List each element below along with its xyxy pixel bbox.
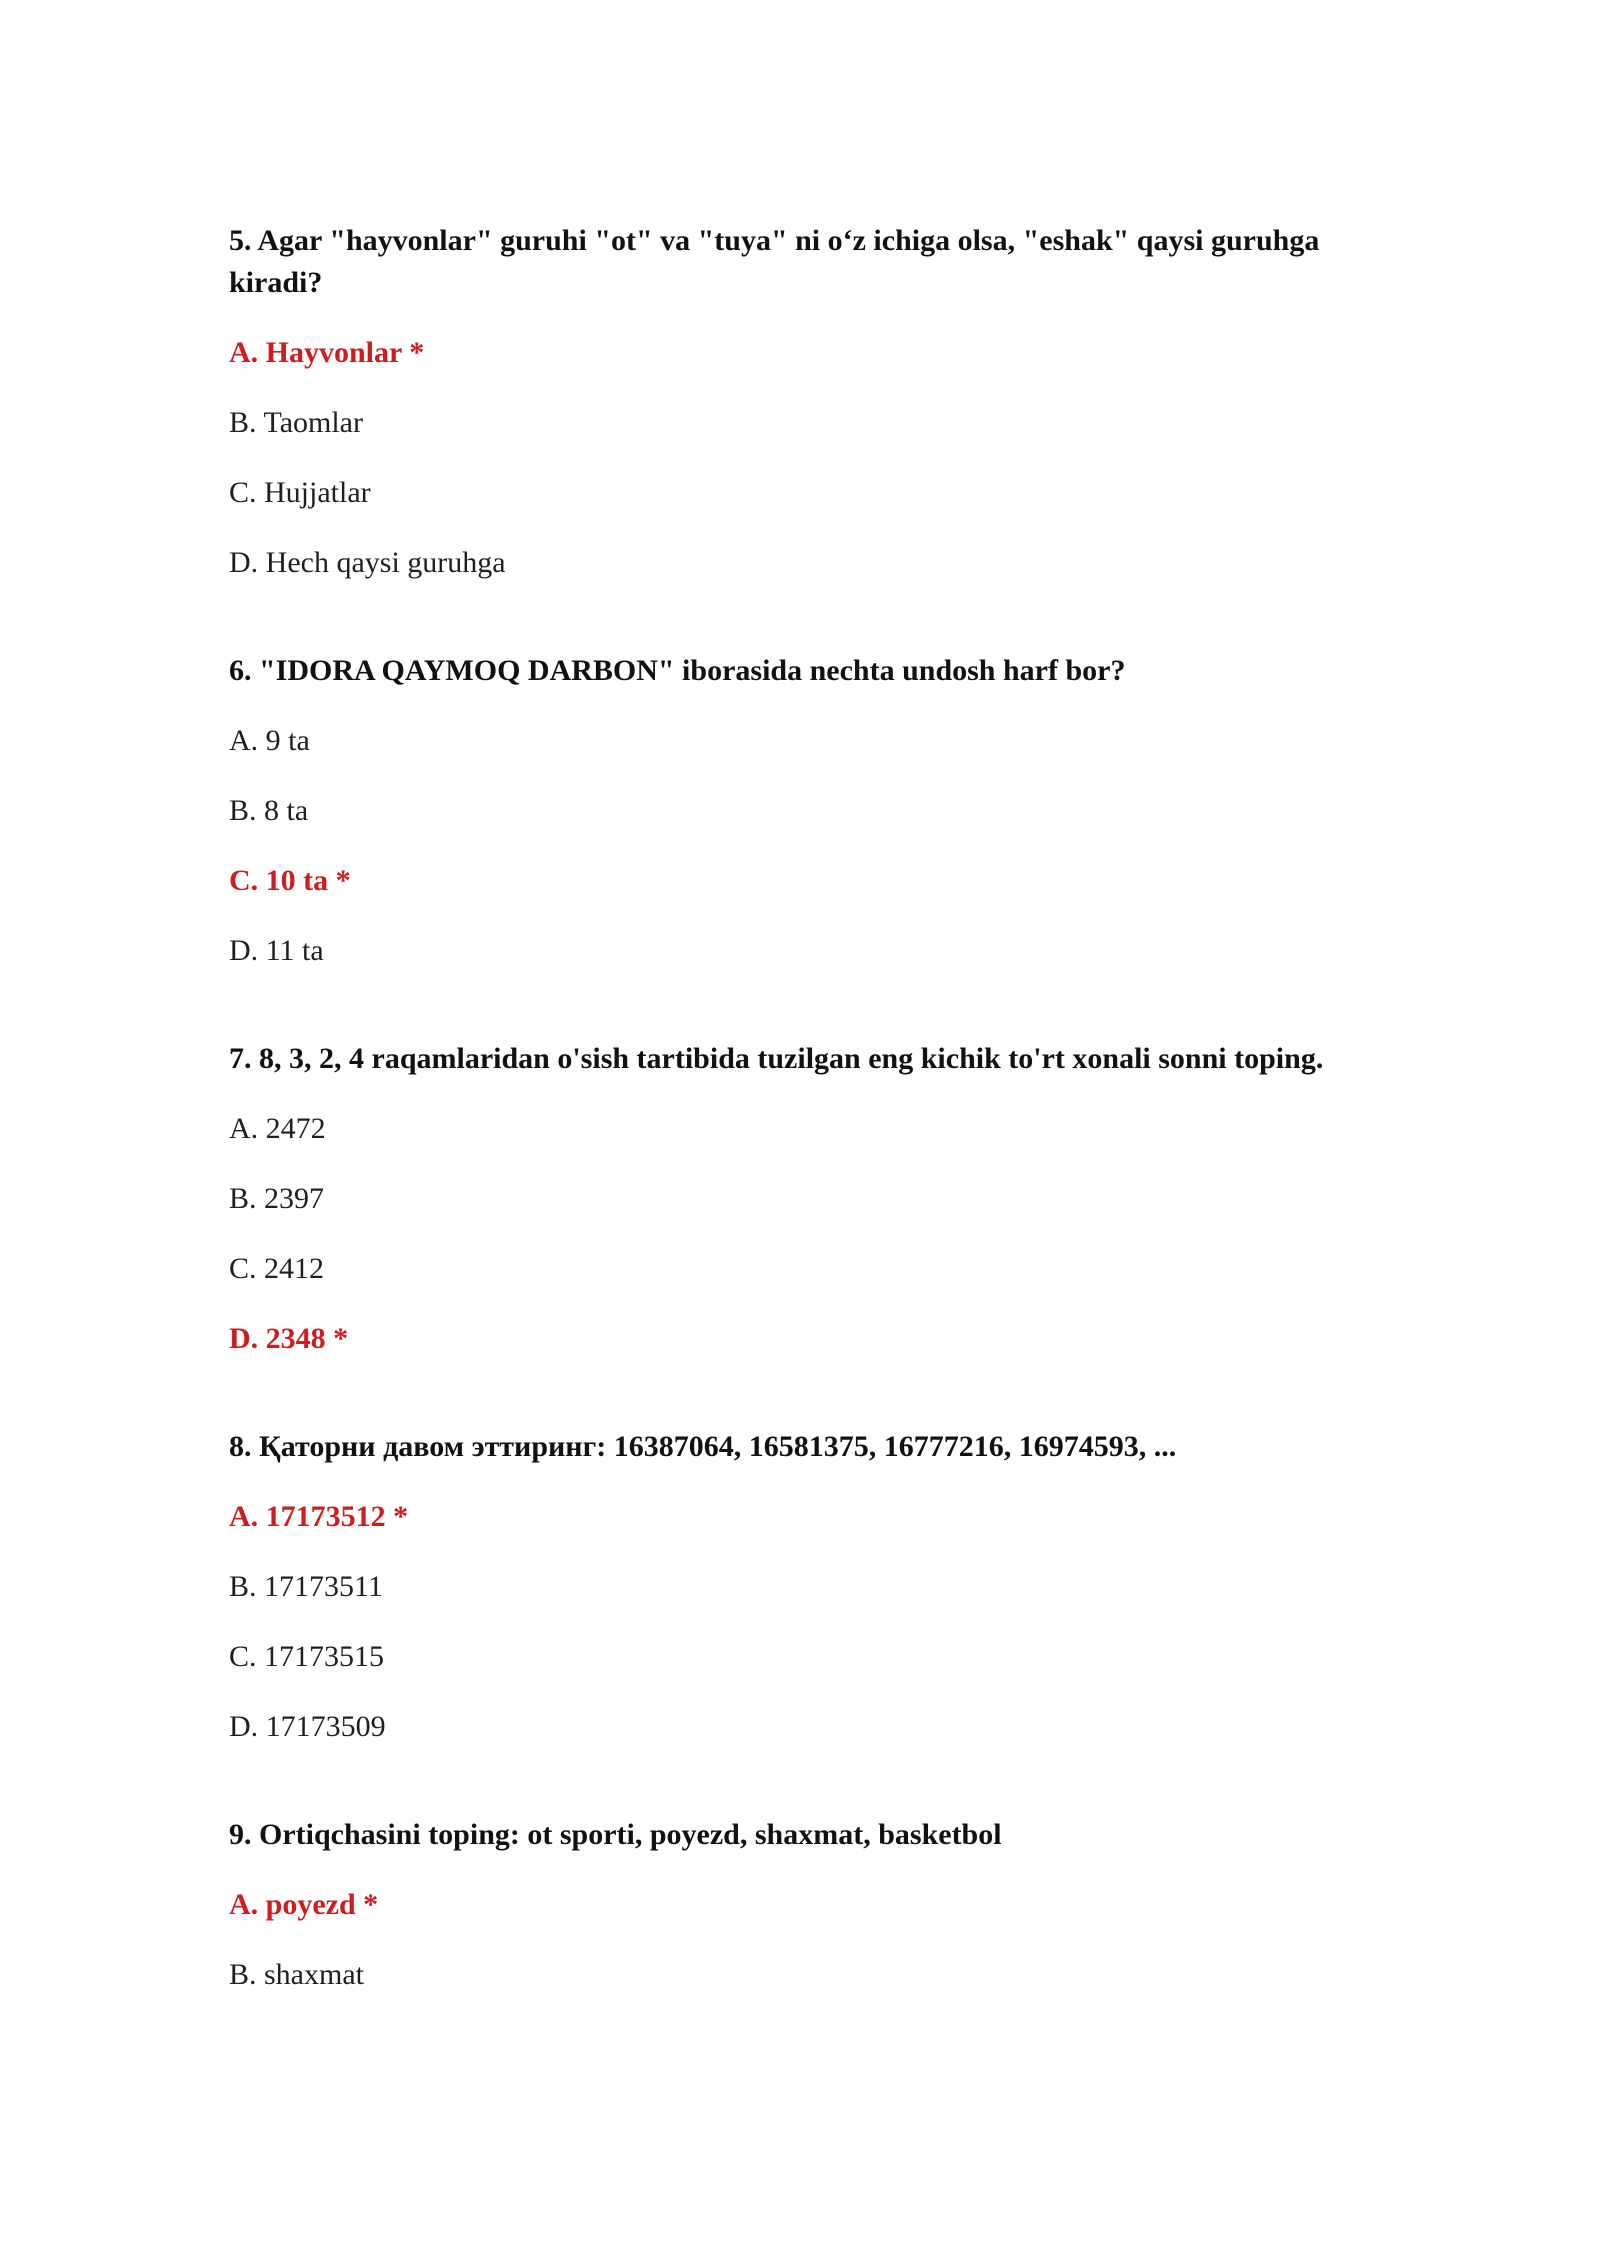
question-text: 8. Қаторни давом эттиринг: 16387064, 16581375, 16777216, 16974593, ... bbox=[229, 1430, 1177, 1463]
option-d-correct: D. 2348 * bbox=[229, 1322, 349, 1355]
option-b: B. 2397 bbox=[229, 1182, 325, 1215]
question-6 bbox=[229, 650, 1419, 972]
option-a-correct: A. poyezd * bbox=[229, 1888, 379, 1921]
option-b: B. 8 ta bbox=[229, 794, 309, 827]
option-d: D. Hech qaysi guruhga bbox=[229, 546, 506, 579]
question-8 bbox=[229, 1426, 1419, 1748]
option-c: C. Hujjatlar bbox=[229, 476, 371, 509]
option-d: D. 17173509 bbox=[229, 1710, 386, 1743]
option-b: B. shaxmat bbox=[229, 1958, 364, 1991]
question-5 bbox=[229, 220, 1419, 584]
option-c-correct: C. 10 ta * bbox=[229, 864, 351, 897]
question-9 bbox=[229, 1814, 1419, 1996]
option-d: D. 11 ta bbox=[229, 934, 324, 967]
question-text: 9. Ortiqchasini toping: ot sporti, poyezd, shaxmat, basketbol bbox=[229, 1818, 1002, 1851]
question-text: 7. 8, 3, 2, 4 raqamlaridan o'sish tartibida tuzilgan eng kichik to'rt xonali sonni toping. bbox=[229, 1042, 1324, 1075]
option-a: A. 9 ta bbox=[229, 724, 310, 757]
question-text: 5. Agar "hayvonlar" guruhi "ot" va "tuya" ni o‘z ichiga olsa, "eshak" qaysi guruhga kiradi? bbox=[229, 224, 1320, 299]
option-a-correct: A. 17173512 * bbox=[229, 1500, 409, 1533]
option-b: B. 17173511 bbox=[229, 1570, 383, 1603]
option-a-correct: A. Hayvonlar * bbox=[229, 336, 425, 369]
option-c: C. 2412 bbox=[229, 1252, 325, 1285]
question-text: 6. "IDORA QAYMOQ DARBON" iborasida nechta undosh harf bor? bbox=[229, 654, 1126, 687]
option-b: B. Taomlar bbox=[229, 406, 363, 439]
option-c: C. 17173515 bbox=[229, 1640, 385, 1673]
quiz-page bbox=[229, 220, 1419, 2062]
question-7 bbox=[229, 1038, 1419, 1360]
option-a: A. 2472 bbox=[229, 1112, 326, 1145]
